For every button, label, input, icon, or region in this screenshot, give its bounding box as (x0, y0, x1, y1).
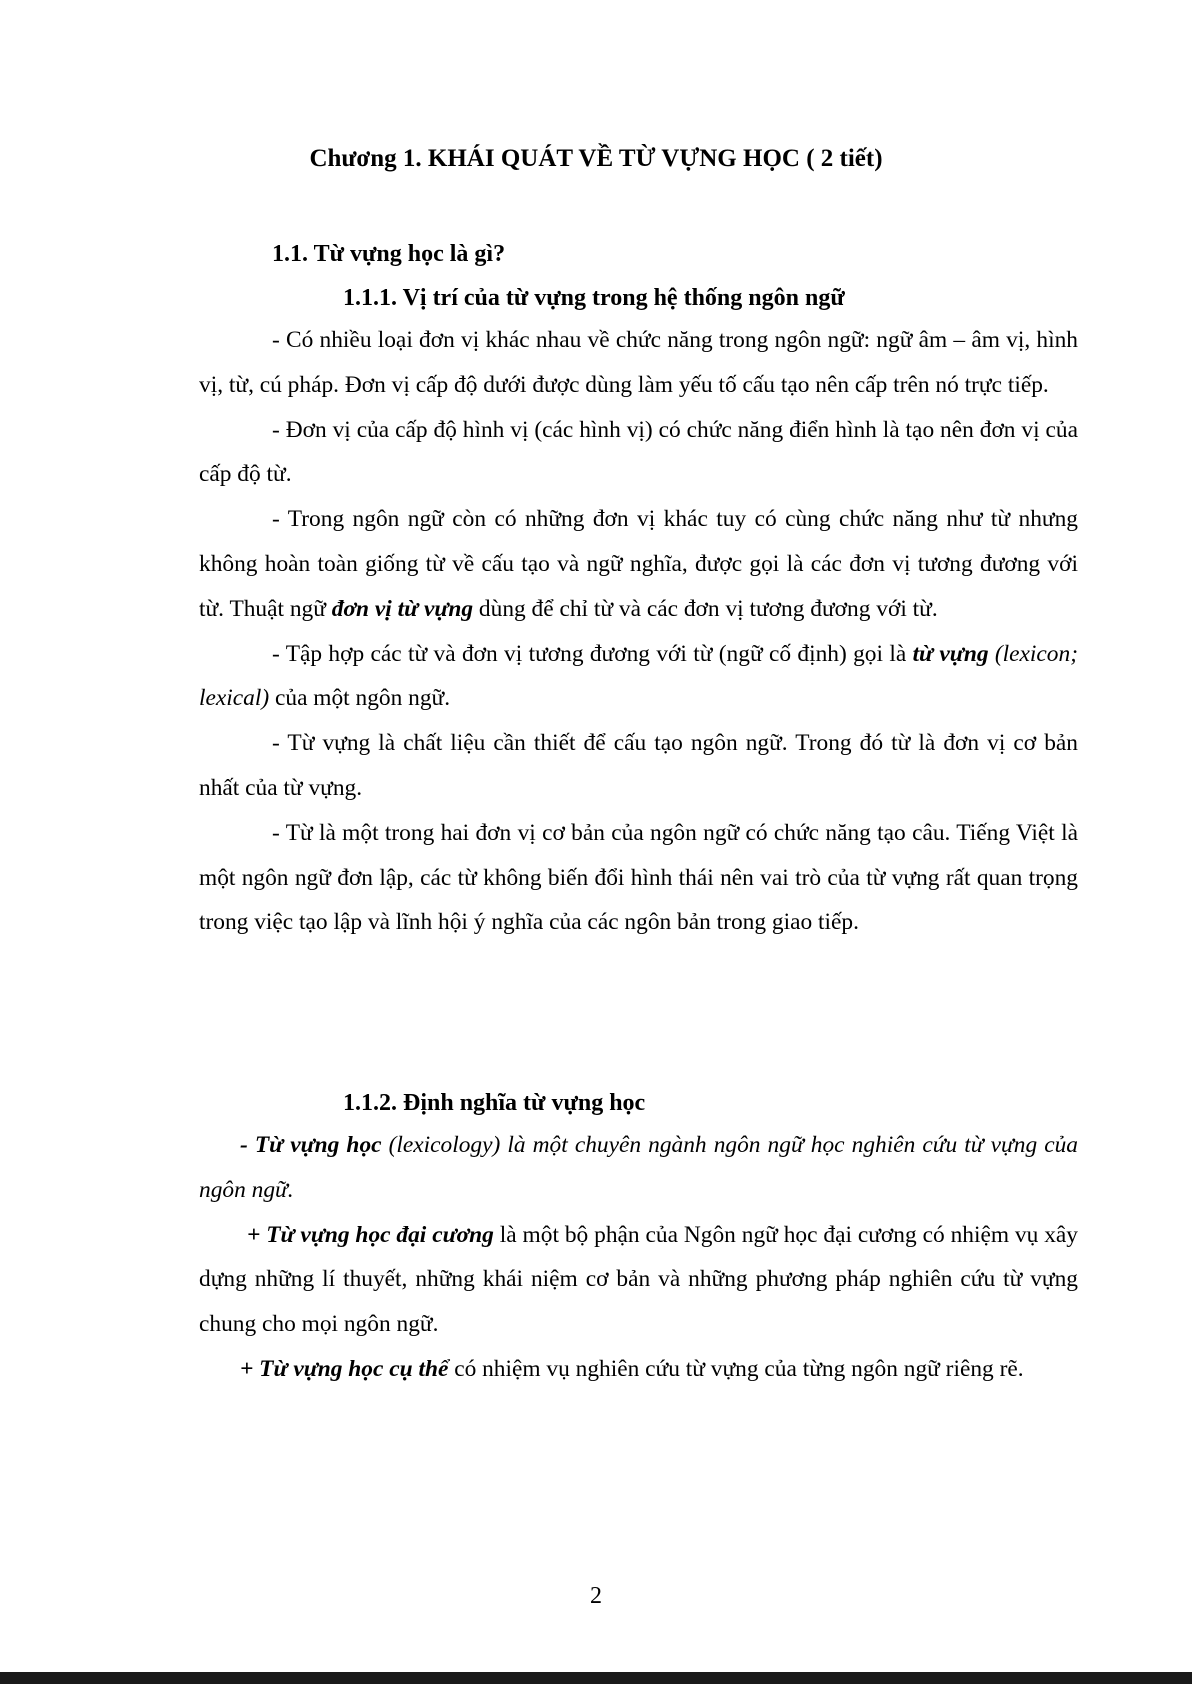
text-run: của một ngôn ngữ. (269, 685, 451, 712)
text-run: dùng để chỉ từ và các đơn vị tương đương với từ. (473, 595, 938, 622)
definition-specific-lexicology (199, 1347, 1078, 1392)
definition-text: (lexicology) là một chuyên ngành ngôn ngữ học nghiên cứu từ vựng của ngôn ngữ. (199, 1132, 1079, 1203)
text-run: - Tập hợp các từ và đơn vị tương đương với từ (ngữ cố định) gọi là (272, 640, 913, 667)
section-1-1-1-body (199, 318, 1078, 945)
paragraph-levels: - Có nhiều loại đơn vị khác nhau về chức năng trong ngôn ngữ: ngữ âm – âm vị, hình vị, từ, cú pháp. Đơn vị cấp độ dưới được dùng làm yếu tố cấu tạo nên cấp trên nó trực tiếp. (199, 327, 1078, 398)
text-run: - Trong ngôn ngữ còn có những đơn vị khác tuy có cùng chức năng như từ nhưng không hoàn toàn giống từ về cấu tạo và ngữ nghĩa, được gọi là các đơn vị tương đương với từ. Thuật ngữ (199, 506, 1078, 622)
paragraph-material: - Từ vựng là chất liệu cần thiết để cấu tạo ngôn ngữ. Trong đó từ là đơn vị cơ bản nhất của từ vựng. (199, 730, 1078, 801)
section-heading-1-1-1: 1.1.1. Vị trí của từ vựng trong hệ thống ngôn ngữ (343, 285, 845, 311)
paragraph-vocabulary (199, 632, 1078, 722)
definition-text: là một bộ phận của Ngôn ngữ học đại cương có nhiệm vụ xây dựng những lí thuyết, những khái niệm cơ bản và những phương pháp nghiên cứu từ vựng chung cho mọi ngôn ngữ. (199, 1221, 1078, 1338)
term-general-lexicology: + Từ vựng học đại cương (247, 1221, 494, 1248)
chapter-title: Chương 1. KHÁI QUÁT VỀ TỪ VỰNG HỌC ( 2 tiết) (309, 145, 883, 172)
paragraph-morpheme: - Đơn vị của cấp độ hình vị (các hình vị) có chức năng điển hình là tạo nên đơn vị của cấp độ từ. (199, 416, 1078, 488)
section-heading-1-1: 1.1. Từ vựng học là gì? (272, 241, 506, 267)
section-heading-1-1-2: 1.1.2. Định nghĩa từ vựng học (343, 1090, 646, 1116)
paragraph-equivalents (199, 497, 1078, 631)
paragraph-sentence: - Từ là một trong hai đơn vị cơ bản của ngôn ngữ có chức năng tạo câu. Tiếng Việt là một ngôn ngữ đơn lập, các từ không biến đổi hình thái nên vai trò của từ vựng rất quan trọng trong việc tạo lập và lĩnh hội ý nghĩa của các ngôn bản trong giao tiếp. (199, 819, 1078, 936)
definition-general-lexicology (199, 1213, 1078, 1347)
term-gloss: (lexicon; lexical) (199, 640, 1078, 712)
term-lexicology: - Từ vựng học (240, 1132, 382, 1158)
bottom-edge-bar (0, 1672, 1192, 1684)
section-1-1-2-body (199, 1123, 1078, 1392)
term-vocabulary: từ vựng (912, 640, 989, 667)
definition-lexicology (199, 1123, 1078, 1213)
definition-text: có nhiệm vụ nghiên cứu từ vựng của từng ngôn ngữ riêng rẽ. (448, 1355, 1024, 1382)
term-specific-lexicology: + Từ vựng học cụ thể (240, 1355, 449, 1382)
term-lexical-unit: đơn vị từ vựng (331, 595, 474, 622)
page-number: 2 (590, 1583, 602, 1609)
